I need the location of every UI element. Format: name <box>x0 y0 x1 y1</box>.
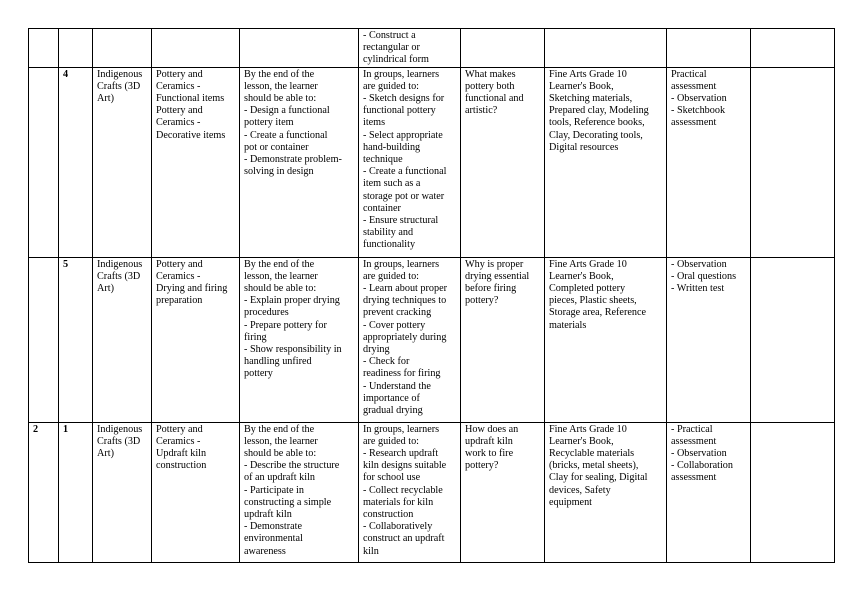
cell-text-line: - Research updraft <box>363 448 439 460</box>
cell-text-line: solving in design <box>244 166 314 178</box>
cell-text-line: cylindrical form <box>363 54 429 66</box>
cell-text-line: functionality <box>363 239 416 251</box>
learning-experiences-cell <box>359 257 461 422</box>
cell-text-line: - Show responsibility in <box>244 344 342 356</box>
cell-text-line: Updraft kiln <box>156 448 207 460</box>
cell-text-line: Learner's Book, <box>549 270 614 282</box>
cell-text-line: - Understand the <box>363 380 431 392</box>
cell-text-line: Learner's Book, <box>549 80 614 92</box>
cell-text-line: should be able to: <box>244 283 317 295</box>
cell-text-line: - Prepare pottery for <box>244 319 327 331</box>
cell-text-line: In groups, learners <box>363 68 440 80</box>
cell-text-line: drying <box>363 344 390 356</box>
cell-text-line: prevent cracking <box>363 307 432 319</box>
cell-text-line: construction <box>156 460 207 472</box>
cell-text-line: Learner's Book, <box>549 435 614 447</box>
sub-strand-cell <box>152 422 240 562</box>
cell-text-line: Clay, Decorating tools, <box>549 129 643 141</box>
cell-text-line: - Design a functional <box>244 105 330 117</box>
cell-text-line: assessment <box>671 472 717 484</box>
cell-text-line: artistic? <box>465 105 498 117</box>
cell-text-line: Functional items <box>156 93 225 105</box>
cell-text-line: readiness for firing <box>363 368 441 380</box>
cell-text-line: construct an updraft <box>363 533 445 545</box>
cell-text-line: Indigenous <box>97 258 143 270</box>
learning-outcomes-cell <box>240 257 359 422</box>
reflection-cell <box>751 257 835 422</box>
cell-text-line: firing <box>244 331 267 343</box>
table-row <box>29 257 835 422</box>
lesson-cell <box>59 257 93 422</box>
cell-text-line: kiln <box>363 545 379 557</box>
cell-text-line: handling unfired <box>244 356 312 368</box>
cell-text-line: In groups, learners <box>363 423 440 435</box>
cell-text-line: equipment <box>549 496 593 508</box>
assessment-cell <box>667 29 751 68</box>
cell-text-line: devices, Safety <box>549 484 611 496</box>
cell-text-line: Storage area, Reference <box>549 307 647 319</box>
lesson-value: 1 <box>63 423 69 435</box>
week-cell <box>29 422 59 562</box>
cell-text-line: are guided to: <box>363 435 420 447</box>
cell-text-line: Pottery and <box>156 423 203 435</box>
cell-text-line: - Construct a <box>363 30 416 41</box>
cell-text-line: Crafts (3D <box>97 270 141 282</box>
cell-text-line: rectangular or <box>363 42 420 54</box>
cell-text-line: pieces, Plastic sheets, <box>549 295 637 307</box>
cell-text-line: By the end of the <box>244 68 315 80</box>
cell-text-line: should be able to: <box>244 448 317 460</box>
cell-text-line: drying essential <box>465 270 530 282</box>
cell-text-line: - Participate in <box>244 484 304 496</box>
cell-text-line: Pottery and <box>156 105 203 117</box>
cell-text-line: pottery both <box>465 80 515 92</box>
cell-text-line: awareness <box>244 545 286 557</box>
lesson-cell <box>59 29 93 68</box>
week-cell <box>29 257 59 422</box>
cell-text-line: drying techniques to <box>363 295 447 307</box>
cell-text-line: of an updraft kiln <box>244 472 316 484</box>
cell-text-line: - Ensure structural <box>363 215 439 227</box>
cell-text-line: importance of <box>363 392 420 404</box>
cell-text-line: pottery? <box>465 295 499 307</box>
reflection-cell <box>751 67 835 257</box>
table-row <box>29 29 835 68</box>
learning-outcomes-cell <box>240 67 359 257</box>
cell-text-line: assessment <box>671 80 717 92</box>
cell-text-line: assessment <box>671 117 717 129</box>
cell-text-line: item such as a <box>363 178 421 190</box>
cell-text-line: Ceramics - <box>156 117 201 129</box>
sub-strand-cell <box>152 257 240 422</box>
cell-text-line: Indigenous <box>97 423 143 435</box>
cell-text-line: Art) <box>97 448 114 460</box>
cell-text-line: What makes <box>465 68 516 80</box>
cell-text-line: - Describe the structure <box>244 460 340 472</box>
cell-text-line: Clay for sealing, Digital <box>549 472 648 484</box>
cell-text-line: functional pottery <box>363 105 436 117</box>
cell-text-line: procedures <box>244 307 289 319</box>
learning-experiences-cell <box>359 29 461 68</box>
lesson-cell <box>59 67 93 257</box>
week-cell <box>29 29 59 68</box>
cell-text-line: Completed pottery <box>549 283 626 295</box>
cell-text-line: are guided to: <box>363 80 420 92</box>
cell-text-line: lesson, the learner <box>244 270 318 282</box>
sub-strand-cell <box>152 67 240 257</box>
cell-text-line: - Explain proper drying <box>244 295 340 307</box>
cell-text-line: items <box>363 117 386 129</box>
learning-outcomes-cell <box>240 422 359 562</box>
cell-text-line: - Demonstrate problem- <box>244 154 342 166</box>
lesson-cell <box>59 422 93 562</box>
strand-cell <box>93 422 152 562</box>
sub-strand-cell <box>152 29 240 68</box>
cell-text-line: lesson, the learner <box>244 435 318 447</box>
cell-text-line: container <box>363 202 401 214</box>
strand-cell <box>93 29 152 68</box>
cell-text-line: storage pot or water <box>363 190 445 202</box>
reflection-cell <box>751 422 835 562</box>
key-inquiry-cell <box>461 257 545 422</box>
cell-text-line: should be able to: <box>244 93 317 105</box>
key-inquiry-cell <box>461 67 545 257</box>
cell-text-line: are guided to: <box>363 270 420 282</box>
cell-text-line: pottery item <box>244 117 294 129</box>
scheme-of-work-table <box>28 28 835 563</box>
strand-cell <box>93 67 152 257</box>
cell-text-line: - Collect recyclable <box>363 484 443 496</box>
learning-experiences-cell <box>359 67 461 257</box>
key-inquiry-cell <box>461 29 545 68</box>
cell-text-line: updraft kiln <box>465 435 513 447</box>
cell-text-line: Crafts (3D <box>97 80 141 92</box>
cell-text-line: pottery? <box>465 460 499 472</box>
cell-text-line: - Demonstrate <box>244 521 302 533</box>
cell-text-line: gradual drying <box>363 405 423 417</box>
reflection-cell <box>751 29 835 68</box>
key-inquiry-cell <box>461 422 545 562</box>
cell-text-line: assessment <box>671 435 717 447</box>
cell-text-line: construction <box>363 509 414 521</box>
cell-text-line: kiln designs suitable <box>363 460 447 472</box>
cell-text-line: - Create a functional <box>244 129 328 141</box>
cell-text-line: - Select appropriate <box>363 129 443 141</box>
cell-text-line: materials for kiln <box>363 496 434 508</box>
learning-resources-cell <box>545 29 667 68</box>
cell-text-line: Pottery and <box>156 68 203 80</box>
cell-text-line: pot or container <box>244 141 309 153</box>
cell-text-line: Fine Arts Grade 10 <box>549 68 627 80</box>
cell-text-line: for school use <box>363 472 421 484</box>
cell-text-line: lesson, the learner <box>244 80 318 92</box>
week-value: 2 <box>33 423 39 435</box>
cell-text-line: before firing <box>465 283 517 295</box>
learning-resources-cell <box>545 67 667 257</box>
cell-text-line: Digital resources <box>549 141 619 153</box>
cell-text-line: - Cover pottery <box>363 319 426 331</box>
cell-text-line: stability and <box>363 227 414 239</box>
cell-text-line: Fine Arts Grade 10 <box>549 423 627 435</box>
cell-text-line: materials <box>549 319 587 331</box>
cell-text-line: Why is proper <box>465 258 524 270</box>
week-cell <box>29 67 59 257</box>
cell-text-line: pottery <box>244 368 273 380</box>
assessment-cell <box>667 257 751 422</box>
cell-text-line: tools, Reference books, <box>549 117 645 129</box>
cell-text-line: Decorative items <box>156 129 226 141</box>
cell-text-line: Ceramics - <box>156 270 201 282</box>
cell-text-line: - Collaboration <box>671 460 733 472</box>
cell-text-line: constructing a simple <box>244 496 332 508</box>
cell-text-line: technique <box>363 154 403 166</box>
lesson-value: 4 <box>63 68 69 80</box>
cell-text-line: preparation <box>156 295 203 307</box>
strand-cell <box>93 257 152 422</box>
cell-text-line: Crafts (3D <box>97 435 141 447</box>
assessment-cell <box>667 67 751 257</box>
cell-text-line: By the end of the <box>244 423 315 435</box>
cell-text-line: Recyclable materials <box>549 448 635 460</box>
cell-text-line: - Observation <box>671 258 727 270</box>
learning-experiences-cell <box>359 422 461 562</box>
cell-text-line: Fine Arts Grade 10 <box>549 258 627 270</box>
cell-text-line: Practical <box>671 68 707 80</box>
cell-text-line: - Observation <box>671 448 727 460</box>
cell-text-line: - Sketch designs for <box>363 93 445 105</box>
cell-text-line: Drying and firing <box>156 283 228 295</box>
cell-text-line: - Sketchbook <box>671 105 726 117</box>
learning-resources-cell <box>545 422 667 562</box>
cell-text-line: functional and <box>465 93 524 105</box>
table-row <box>29 422 835 562</box>
cell-text-line: - Create a functional <box>363 166 447 178</box>
cell-text-line: In groups, learners <box>363 258 440 270</box>
cell-text-line: environmental <box>244 533 303 545</box>
cell-text-line: Sketching materials, <box>549 93 633 105</box>
cell-text-line: - Written test <box>671 283 725 295</box>
assessment-cell <box>667 422 751 562</box>
lesson-value: 5 <box>63 258 69 270</box>
cell-text-line: Indigenous <box>97 68 143 80</box>
cell-text-line: How does an <box>465 423 519 435</box>
cell-text-line: Prepared clay, Modeling <box>549 105 649 117</box>
cell-text-line: Ceramics - <box>156 80 201 92</box>
table-body <box>29 29 835 563</box>
cell-text-line: (bricks, metal sheets), <box>549 460 639 472</box>
cell-text-line: - Oral questions <box>671 270 737 282</box>
cell-text-line: - Check for <box>363 356 410 368</box>
cell-text-line: hand-building <box>363 141 421 153</box>
cell-text-line: updraft kiln <box>244 509 292 521</box>
learning-outcomes-cell <box>240 29 359 68</box>
cell-text-line: - Observation <box>671 93 727 105</box>
cell-text-line: Art) <box>97 93 114 105</box>
cell-text-line: Pottery and <box>156 258 203 270</box>
cell-text-line: Ceramics - <box>156 435 201 447</box>
cell-text-line: - Collaboratively <box>363 521 433 533</box>
cell-text-line: - Learn about proper <box>363 283 448 295</box>
cell-text-line: - Practical <box>671 423 713 435</box>
learning-resources-cell <box>545 257 667 422</box>
cell-text-line: Art) <box>97 283 114 295</box>
cell-text-line: work to fire <box>465 448 514 460</box>
cell-text-line: appropriately during <box>363 331 447 343</box>
cell-text-line: By the end of the <box>244 258 315 270</box>
table-row <box>29 67 835 257</box>
